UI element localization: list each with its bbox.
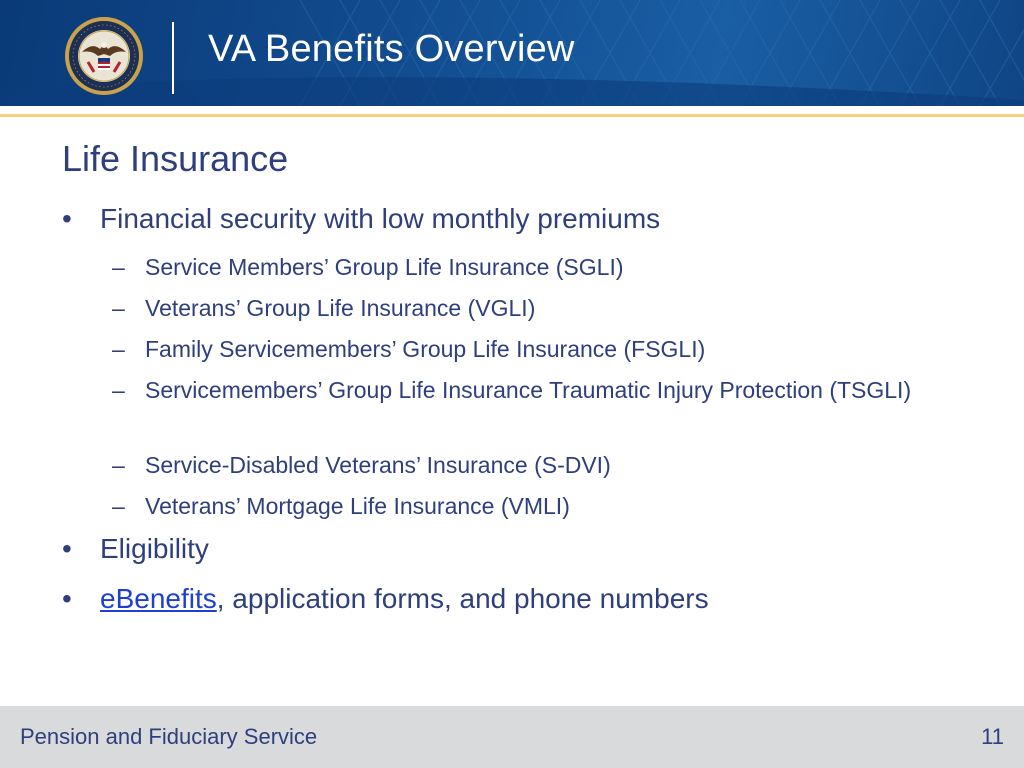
dash-icon: – [112,452,125,478]
header-divider [172,22,174,94]
header-title: VA Benefits Overview [208,28,575,70]
bullet-dot-icon: • [62,533,72,564]
bullet-text: Eligibility [100,533,209,564]
gold-divider [0,114,1024,117]
ebenefits-link[interactable]: eBenefits [100,583,217,614]
bullet-dot-icon: • [62,583,72,614]
bullet-item [62,583,709,615]
dash-icon: – [112,377,125,403]
bullet-text: Financial security with low monthly premiums [100,203,661,234]
header-spacer [0,106,1024,114]
dash-icon: – [112,295,125,321]
sub-bullet-text: Service-Disabled Veterans’ Insurance (S-DVI) [145,452,611,478]
slide-title: Life Insurance [62,138,289,179]
sub-bullet-text: Family Servicemembers’ Group Life Insurance (FSGLI) [145,336,706,362]
sub-bullet-text: Service Members’ Group Life Insurance (SGLI) [145,254,624,280]
sub-bullet-text: Veterans’ Mortgage Life Insurance (VMLI) [145,493,570,519]
dash-icon: – [112,493,125,519]
bullet-item [62,203,660,235]
footer-title: Pension and Fiduciary Service [20,724,318,749]
page-number: 11 [981,724,1004,749]
bullet-dot-icon: • [62,203,72,234]
sub-bullet-text: Veterans’ Group Life Insurance (VGLI) [145,295,536,321]
bullet-text: , application forms, and phone numbers [216,583,709,614]
footer-bar [0,706,1024,768]
header-banner [0,0,1024,106]
dash-icon: – [112,336,125,362]
dash-icon: – [112,254,125,280]
va-seal-icon [64,16,144,96]
sub-bullet-text: Servicemembers’ Group Life Insurance Traumatic Injury Protection (TSGLI) [145,377,912,403]
bullet-item [62,533,209,565]
